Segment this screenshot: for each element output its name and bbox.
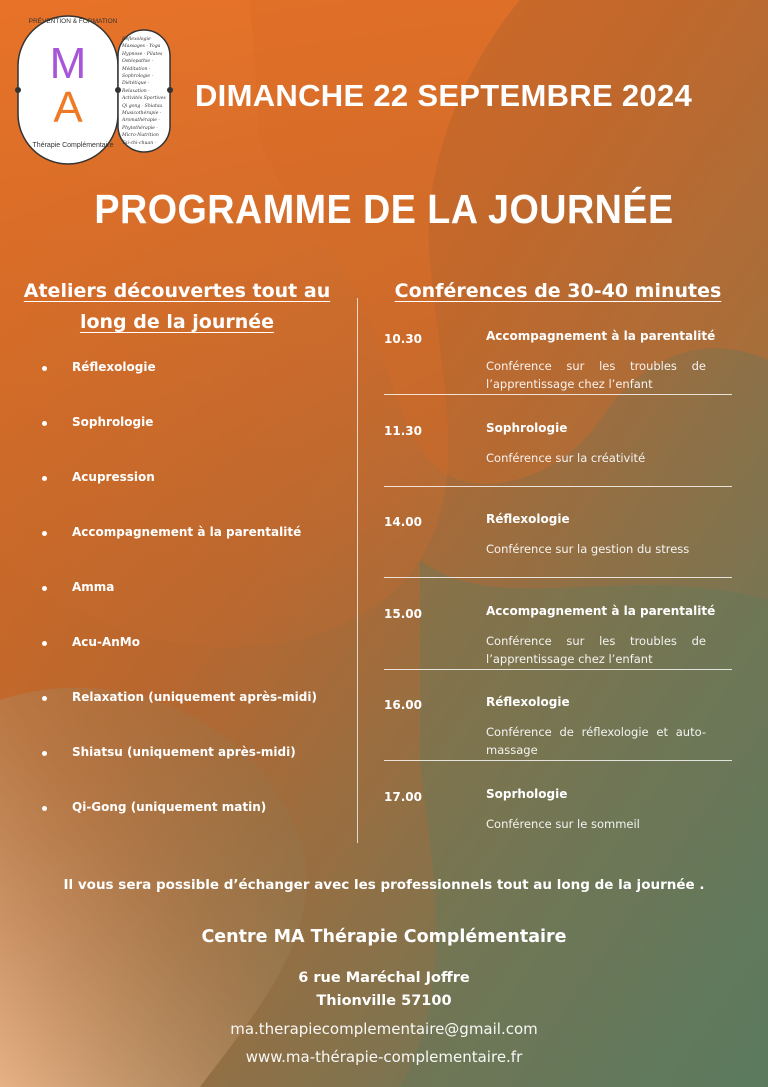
bullet-icon xyxy=(42,531,47,536)
conference-separator xyxy=(384,760,732,761)
workshop-item xyxy=(42,415,362,470)
conference-title: Sophrologie xyxy=(486,421,568,435)
center-name: Centre MA Thérapie Complémentaire xyxy=(201,927,567,947)
conference-time: 11.30 xyxy=(384,424,422,438)
address-city: Thionville 57100 xyxy=(316,993,452,1009)
conference-title: Accompagnement à la parentalité xyxy=(486,329,716,343)
workshop-item xyxy=(42,470,362,525)
address-street: 6 rue Maréchal Joffre xyxy=(298,970,470,986)
workshop-item xyxy=(42,635,362,690)
conferences-heading: Conférences de 30-40 minutes xyxy=(394,280,722,302)
workshop-label: Amma xyxy=(72,580,115,594)
website-link[interactable]: www.ma-thérapie-complementaire.fr xyxy=(245,1048,523,1066)
conference-title: Accompagnement à la parentalité xyxy=(486,604,716,618)
workshops-heading-line1: Ateliers découvertes tout au xyxy=(23,280,331,302)
conference-description: Conférence sur la créativité xyxy=(486,451,646,465)
event-date: DIMANCHE 22 SEPTEMBRE 2024 xyxy=(195,78,693,113)
address xyxy=(0,967,768,1013)
conference-time: 17.00 xyxy=(384,790,422,804)
bullet-icon xyxy=(42,751,47,756)
logo-service-item: Qi gong · Shiatsu xyxy=(122,103,163,109)
logo-service-item: Musicothérapie · xyxy=(122,111,162,117)
conference-separator xyxy=(384,577,732,578)
conference-time: 14.00 xyxy=(384,515,422,529)
conference-description: Conférence sur le sommeil xyxy=(486,817,640,831)
workshop-label: Shiatsu (uniquement après-midi) xyxy=(72,745,296,759)
conference-title: Soprhologie xyxy=(486,787,568,801)
logo-service-item: Réflexologie xyxy=(122,37,151,42)
logo-service-item: Ostéopathie · xyxy=(122,59,154,65)
logo xyxy=(14,12,174,168)
conference-description: Conférence sur la gestion du stress xyxy=(486,542,690,556)
bullet-icon xyxy=(42,696,47,701)
conference-time: 16.00 xyxy=(384,698,422,712)
logo-arc-bottom: Thérapie Complémentaire xyxy=(32,142,114,149)
conference-separator xyxy=(384,669,732,670)
workshops-heading xyxy=(12,276,342,338)
workshop-label: Acu-AnMo xyxy=(72,635,140,649)
logo-services-list xyxy=(122,36,168,147)
logo-letters xyxy=(28,39,108,132)
workshop-label: Relaxation (uniquement après-midi) xyxy=(72,690,317,704)
conference-time: 10.30 xyxy=(384,332,422,346)
bullet-icon xyxy=(42,806,47,811)
conference-separator xyxy=(384,486,732,487)
conference-separator xyxy=(384,394,732,395)
conference-title: Réflexologie xyxy=(486,695,570,709)
page-title: PROGRAMME DE LA JOURNÉE xyxy=(94,186,674,232)
logo-service-item: Micro-Nutrition xyxy=(122,133,159,139)
logo-service-item: Méditation · xyxy=(122,66,151,72)
conference-title: Réflexologie xyxy=(486,512,570,526)
conference-description: Conférence sur les troubles de l’apprentissage chez l’enfant xyxy=(486,359,706,391)
logo-service-item: Tai-chi-chuan · xyxy=(122,140,157,146)
workshop-label: Réflexologie xyxy=(72,360,156,374)
workshop-item xyxy=(42,525,362,580)
workshop-label: Qi-Gong (uniquement matin) xyxy=(72,800,267,814)
workshop-item xyxy=(42,360,362,415)
workshops-heading-line2: long de la journée xyxy=(79,311,275,333)
logo-letter-m: M xyxy=(49,39,87,88)
bullet-icon xyxy=(42,366,47,371)
workshop-item xyxy=(42,800,362,855)
workshop-label: Sophrologie xyxy=(72,415,154,429)
logo-service-item: Aromathérapie · xyxy=(122,118,160,124)
bullet-icon xyxy=(42,421,47,426)
workshop-label: Accompagnement à la parentalité xyxy=(72,525,302,539)
logo-service-item: Activités Sportives xyxy=(122,96,166,102)
workshop-item xyxy=(42,580,362,635)
conference-time: 15.00 xyxy=(384,607,422,621)
logo-service-item: Diététique · xyxy=(122,81,150,87)
footer-note: Il vous sera possible d’échanger avec les professionnels tout au long de la journée . xyxy=(63,877,705,893)
column-divider xyxy=(357,298,358,843)
logo-arc-top: PRÉVENTION & FORMATION xyxy=(28,18,118,25)
bullet-icon xyxy=(42,476,47,481)
logo-service-item: Relaxation · xyxy=(122,88,150,94)
workshop-list xyxy=(42,360,362,855)
logo-service-item: Massages · Yoga xyxy=(122,44,161,50)
workshop-item xyxy=(42,745,362,800)
workshop-label: Acupression xyxy=(72,470,155,484)
bullet-icon xyxy=(42,586,47,591)
logo-letter-a: A xyxy=(53,83,83,132)
logo-service-item: Phytothérapie · xyxy=(122,125,158,131)
logo-service-item: Hypnose · Pilates xyxy=(122,51,163,57)
bullet-icon xyxy=(42,641,47,646)
conference-description: Conférence sur les troubles de l’apprentissage chez l’enfant xyxy=(486,634,706,666)
workshop-item xyxy=(42,690,362,745)
conference-description: Conférence de réflexologie et auto-massage xyxy=(486,725,706,757)
email-link[interactable]: ma.therapiecomplementaire@gmail.com xyxy=(230,1020,538,1038)
logo-service-item: Sophrologie · xyxy=(122,74,154,80)
